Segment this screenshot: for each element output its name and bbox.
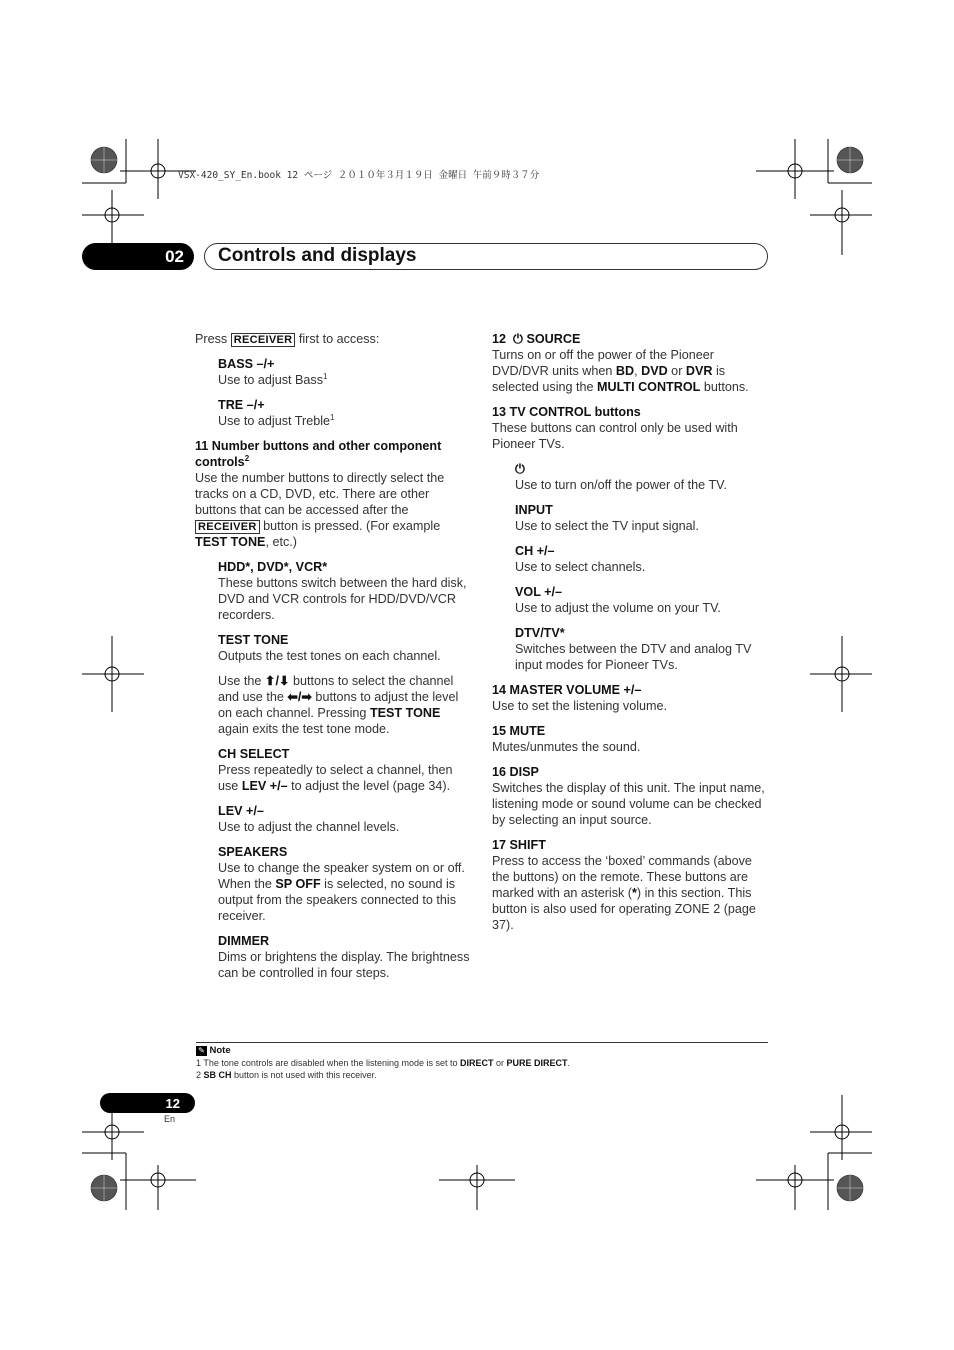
hdd-heading: HDD*, DVD*, VCR* bbox=[218, 560, 328, 574]
section-17-text: Press to access the ‘boxed’ commands (above the buttons) on the remote. These buttons are marked with an asterisk (*) in this section. This button is also used for operating ZONE 2 (page 37). bbox=[492, 854, 756, 932]
vol-heading: VOL +/– bbox=[515, 585, 563, 599]
section-12-text: Turns on or off the power of the Pioneer DVD/DVR units when BD, DVD or DVR is selected using the MULTI CONTROL buttons. bbox=[492, 348, 749, 394]
note-2: 2 SB CH button is not used with this receiver. bbox=[196, 1070, 377, 1080]
right-column bbox=[492, 331, 768, 933]
ch-heading: CH +/– bbox=[515, 544, 555, 558]
section-16-heading: 16 DISP bbox=[492, 765, 539, 779]
test-tone-heading: TEST TONE bbox=[218, 633, 289, 647]
treble-text: Use to adjust Treble$^1$ bbox=[218, 412, 335, 428]
section-14-heading: 14 MASTER VOLUME +/– bbox=[492, 683, 642, 697]
input-text: Use to select the TV input signal. bbox=[515, 519, 699, 533]
receiver-key: RECEIVER bbox=[195, 520, 260, 534]
section-13-text: These buttons can control only be used with Pioneer TVs. bbox=[492, 421, 738, 451]
vol-text: Use to adjust the volume on your TV. bbox=[515, 601, 721, 615]
section-15-text: Mutes/unmutes the sound. bbox=[492, 740, 641, 754]
up-down-arrow-icon: ⬆/⬇ bbox=[264, 674, 290, 688]
test-tone-arrows-text: Use the ⬆/⬇ buttons to select the channel and use the ⬅/➡ buttons to adjust the level on each channel. Pressing TEST TONE again exits the test tone mode. bbox=[218, 674, 459, 736]
section-15-heading: 15 MUTE bbox=[492, 724, 546, 738]
power-icon: ⏻ bbox=[513, 332, 523, 346]
dimmer-text: Dims or brightens the display. The brightness can be controlled in four steps. bbox=[218, 950, 470, 980]
section-14-text: Use to set the listening volume. bbox=[492, 699, 668, 713]
lev-text: Use to adjust the channel levels. bbox=[218, 820, 400, 834]
note-icon: ✎ bbox=[196, 1046, 207, 1056]
chapter-number: 02 bbox=[82, 243, 194, 270]
lev-heading: LEV +/– bbox=[218, 804, 264, 818]
section-13-heading: 13 TV CONTROL buttons bbox=[492, 405, 641, 419]
test-tone-text: Outputs the test tones on each channel. bbox=[218, 649, 441, 663]
section-11-heading: 11 Number buttons and other component controls$^2$ bbox=[195, 439, 442, 469]
ch-text: Use to select channels. bbox=[515, 560, 646, 574]
tv-power-text: Use to turn on/off the power of the TV. bbox=[515, 478, 727, 492]
hdd-text: These buttons switch between the hard disk, DVD and VCR controls for HDD/DVD/VCR recorders. bbox=[218, 576, 467, 622]
input-heading: INPUT bbox=[515, 503, 553, 517]
bass-heading: BASS –/+ bbox=[218, 357, 275, 371]
tv-power-icon: ⏻ bbox=[515, 462, 525, 476]
ch-select-text: Press repeatedly to select a channel, then use LEV +/– to adjust the level (page 34). bbox=[218, 763, 453, 793]
chapter-title: Controls and displays bbox=[204, 243, 768, 270]
section-17-heading: 17 SHIFT bbox=[492, 838, 546, 852]
page-language: En bbox=[164, 1114, 176, 1124]
page-number: 12 bbox=[100, 1093, 195, 1113]
treble-heading: TRE –/+ bbox=[218, 398, 265, 412]
note-title: ✎ Note bbox=[196, 1044, 231, 1057]
section-11-text: Use the number buttons to directly select the tracks on a CD, DVD, etc. There are other buttons that can be accessed after the RECEIVER button is pressed. (For example TEST TONE, etc.) bbox=[195, 471, 445, 549]
left-right-arrow-icon: ⬅/➡ bbox=[287, 690, 312, 704]
section-12-heading: 12 ⏻ SOURCE bbox=[492, 332, 581, 346]
note-1: 1 The tone controls are disabled when the listening mode is set to DIRECT or PURE DIRECT. bbox=[196, 1058, 571, 1068]
note-divider bbox=[196, 1042, 768, 1043]
ch-select-heading: CH SELECT bbox=[218, 747, 290, 761]
print-header: VSX-420_SY_En.book 12 ページ ２０１０年３月１９日 金曜日 午前９時３７分 bbox=[178, 170, 540, 181]
receiver-key: RECEIVER bbox=[231, 333, 296, 347]
intro-text: Press RECEIVER first to access: bbox=[195, 332, 380, 346]
left-column bbox=[195, 331, 471, 981]
dimmer-heading: DIMMER bbox=[218, 934, 270, 948]
bass-text: Use to adjust Bass$^1$ bbox=[218, 371, 328, 387]
speakers-text: Use to change the speaker system on or off. When the SP OFF is selected, no sound is output from the speakers connected to this receiver. bbox=[218, 861, 465, 923]
speakers-heading: SPEAKERS bbox=[218, 845, 288, 859]
dtv-text: Switches between the DTV and analog TV input modes for Pioneer TVs. bbox=[515, 642, 752, 672]
dtv-heading: DTV/TV* bbox=[515, 626, 565, 640]
section-16-text: Switches the display of this unit. The input name, listening mode or sound volume can be checked by selecting an input source. bbox=[492, 781, 765, 827]
